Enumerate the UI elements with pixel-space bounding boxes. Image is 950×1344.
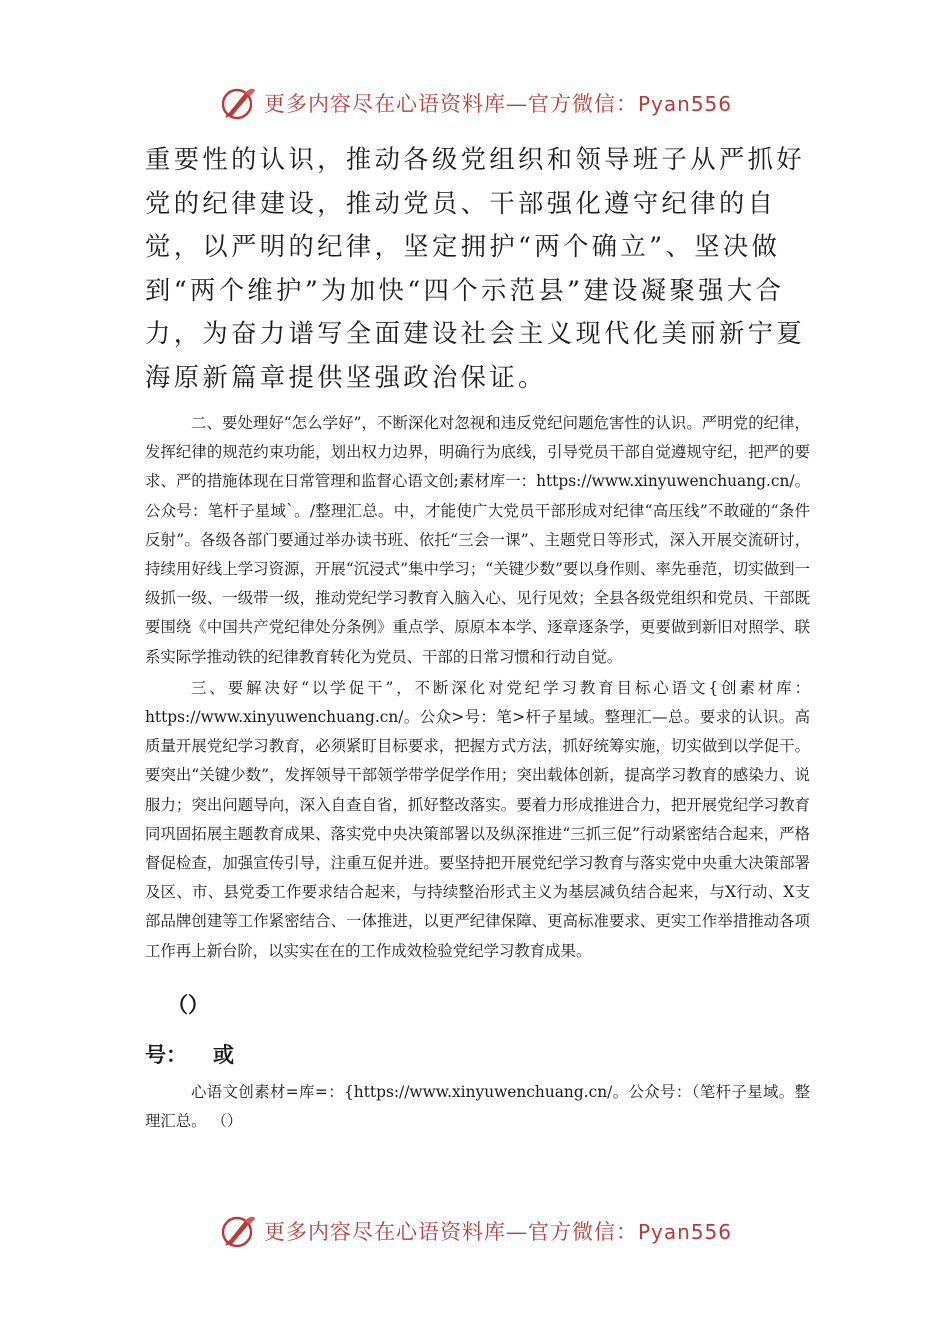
- header-banner: [0, 78, 950, 128]
- header-banner-text: 更多内容尽在心语资料库—官方微信：Pyan556: [263, 92, 732, 116]
- empty-paren-heading: （）: [167, 992, 209, 1017]
- footer-banner: [0, 1206, 950, 1256]
- pen-feather-logo-icon: [218, 83, 258, 123]
- pen-feather-logo-icon: [218, 1211, 258, 1251]
- intro-paragraph: 重要性的认识，推动各级党组织和领导班子从严抓好党的纪律建设，推动党员、干部强化遵守纪律的自觉，以严明的纪律，坚定拥护“两个确立”、坚决做到“两个维护”为加快“四个示范县”建设凝聚强大合力，为奋力谱写全面建设社会主义现代化美丽新宁夏海原新篇章提供坚强政治保证。: [145, 145, 806, 392]
- section-two-paragraph: 二、要处理好“怎么学好”，不断深化对忽视和违反党纪问题危害性的认识。严明党的纪律，发挥纪律的规范约束功能，划出权力边界，明确行为底线，引导党员干部自觉遵规守纪，把严的要求、严的措施体现在日常管理和监督心语文创;素材库一：https://www.xinyuwenchuang.cn/。公众号：笔杆子星域`。/整理汇总。中，才能使广大党员干部形成对纪律“高压线”不敢碰的“条件反射”。各级各部门要通过举办读书班、依托“三会一课”、主题党日等形式，深入开展交流研讨，持续用好线上学习资源，开展“沉浸式”集中学习；“关键少数”要以身作则、率先垂范，切实做到一级抓一级、一级带一级，推动党纪学习教育入脑入心、见行见效；全县各级党组织和党员、干部既要围绕《中国共产党纪律处分条例》重点学、原原本本学、逐章逐条学，更要做到新旧对照学、联系实际学推动铁的纪律教育转化为党员、干部的日常习惯和行动自觉。: [145, 414, 810, 666]
- footer-banner-text: 更多内容尽在心语资料库—官方微信：Pyan556: [263, 1220, 732, 1244]
- hao-heading: 号： 或: [145, 1041, 234, 1067]
- section-three-paragraph: 三、要解决好“以学促干”，不断深化对党纪学习教育目标心语文{创素材库：https://www.xinyuwenchuang.cn/。公众>号：笔>杆子星域。整理汇—总。要求的认识。高质量开展党纪学习教育，必须紧盯目标要求，把握方式方法，抓好统筹实施，切实做到以学促干。要突出“关键少数”，发挥领导干部领学带学促学作用；突出载体创新，提高学习教育的感染力、说服力；突出问题导向，深入自查自省，抓好整改落实。要着力形成推进合力，把开展党纪学习教育同巩固拓展主题教育成果、落实党中央决策部署以及纵深推进“三抓三促”行动紧密结合起来，严格督促检查，加强宣传引导，注重互促并进。要坚持把开展党纪学习教育与落实党中央重大决策部署及区、市、县党委工作要求结合起来，与持续整治形式主义为基层减负结合起来，与X行动、X支部品牌创建等工作紧密结合、一体推进，以更严纪律保障、更高标准要求、更实工作举措推动各项工作再上新台阶，以实实在在的工作成效检验党纪学习教育成果。: [145, 678, 810, 960]
- document-body: [145, 138, 810, 1136]
- tail-paragraph: 心语文创素材=库=：{https://www.xinyuwenchuang.cn/。公众号：（笔杆子星域。整理汇总。 （）: [145, 1082, 810, 1131]
